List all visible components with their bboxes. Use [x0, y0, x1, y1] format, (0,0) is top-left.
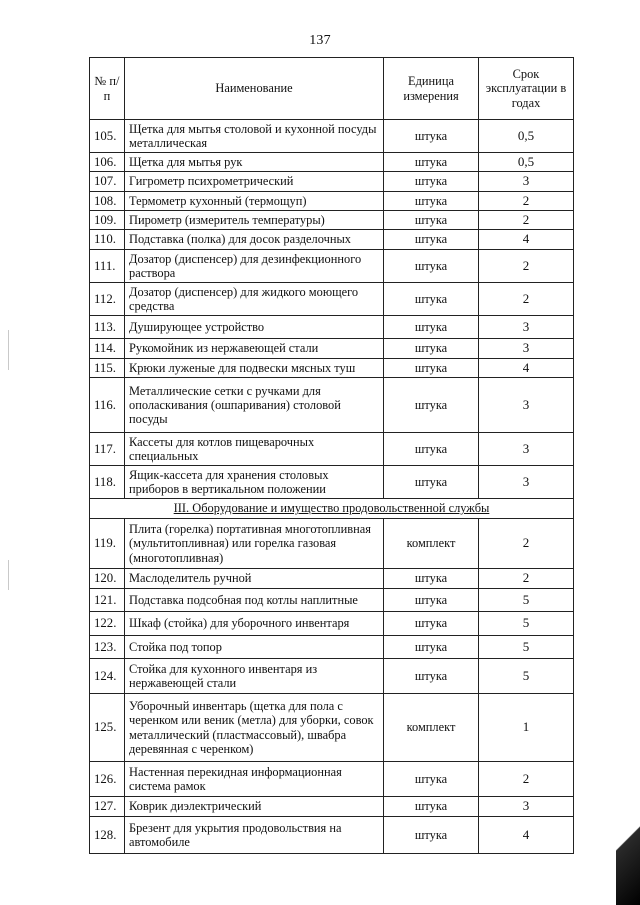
row-term: 5: [479, 612, 574, 636]
row-term: 3: [479, 378, 574, 433]
row-term: 3: [479, 172, 574, 192]
table-row: [90, 378, 574, 433]
row-name: Стойка под топор: [125, 636, 384, 659]
row-num: 123.: [90, 636, 125, 659]
table-header-row: [90, 58, 574, 120]
table-row: [90, 120, 574, 153]
table-row: [90, 589, 574, 612]
table-row: [90, 433, 574, 466]
row-num: 107.: [90, 172, 125, 192]
row-term: 4: [479, 359, 574, 378]
scan-edge-mark: [8, 560, 9, 590]
header-unit: Единица измерения: [384, 58, 479, 120]
row-num: 114.: [90, 339, 125, 359]
row-name: Уборочный инвентарь (щетка для пола с черенком или веник (метла) для уборки, совок металлический (пластмассовый), швабра деревянная с черенком): [125, 694, 384, 762]
row-name: Щетка для мытья столовой и кухонной посуды металлическая: [125, 120, 384, 153]
table-row: [90, 359, 574, 378]
table-row: [90, 694, 574, 762]
row-term: 4: [479, 817, 574, 854]
row-name: Кассеты для котлов пищеварочных специальных: [125, 433, 384, 466]
row-name: Подставка (полка) для досок разделочных: [125, 230, 384, 250]
row-name: Маслоделитель ручной: [125, 569, 384, 589]
row-unit: штука: [384, 359, 479, 378]
row-term: 3: [479, 339, 574, 359]
row-unit: штука: [384, 211, 479, 230]
row-term: 2: [479, 569, 574, 589]
equipment-table: [89, 57, 574, 854]
row-num: 128.: [90, 817, 125, 854]
table-row: [90, 339, 574, 359]
row-name: Подставка подсобная под котлы наплитные: [125, 589, 384, 612]
row-unit: штука: [384, 466, 479, 499]
row-unit: штука: [384, 250, 479, 283]
row-term: 2: [479, 211, 574, 230]
section-title: III. Оборудование и имущество продовольственной службы: [90, 499, 574, 519]
row-num: 125.: [90, 694, 125, 762]
row-num: 118.: [90, 466, 125, 499]
row-name: Термометр кухонный (термощуп): [125, 192, 384, 211]
row-unit: комплект: [384, 519, 479, 569]
row-num: 108.: [90, 192, 125, 211]
page-number: 137: [309, 33, 331, 48]
table-row: [90, 797, 574, 817]
row-name: Плита (горелка) портативная многотопливная (мультитопливная) или горелка газовая (многотопливная): [125, 519, 384, 569]
row-name: Шкаф (стойка) для уборочного инвентаря: [125, 612, 384, 636]
row-unit: штука: [384, 659, 479, 694]
row-name: Настенная перекидная информационная система рамок: [125, 762, 384, 797]
row-name: Брезент для укрытия продовольствия на автомобиле: [125, 817, 384, 854]
row-unit: комплект: [384, 694, 479, 762]
row-num: 115.: [90, 359, 125, 378]
table-row: [90, 230, 574, 250]
row-unit: штука: [384, 316, 479, 339]
row-term: 5: [479, 636, 574, 659]
row-unit: штука: [384, 797, 479, 817]
row-unit: штука: [384, 762, 479, 797]
table-row: [90, 211, 574, 230]
row-unit: штука: [384, 230, 479, 250]
row-term: 2: [479, 283, 574, 316]
header-name: Наименование: [125, 58, 384, 120]
table-row: [90, 817, 574, 854]
row-num: 110.: [90, 230, 125, 250]
table-row: [90, 466, 574, 499]
row-num: 111.: [90, 250, 125, 283]
table-row: [90, 612, 574, 636]
row-term: 0,5: [479, 120, 574, 153]
table-row: [90, 172, 574, 192]
row-num: 122.: [90, 612, 125, 636]
header-term: Срок эксплуатации в годах: [479, 58, 574, 120]
row-name: Дозатор (диспенсер) для дезинфекционного раствора: [125, 250, 384, 283]
row-name: Дозатор (диспенсер) для жидкого моющего средства: [125, 283, 384, 316]
row-name: Коврик диэлектрический: [125, 797, 384, 817]
table-row: [90, 316, 574, 339]
row-unit: штука: [384, 589, 479, 612]
row-term: 0,5: [479, 153, 574, 172]
row-term: 5: [479, 589, 574, 612]
row-term: 3: [479, 433, 574, 466]
row-name: Гигрометр психрометрический: [125, 172, 384, 192]
scan-edge-mark: [8, 330, 9, 370]
row-term: 3: [479, 466, 574, 499]
row-unit: штука: [384, 378, 479, 433]
row-name: Пирометр (измеритель температуры): [125, 211, 384, 230]
row-num: 127.: [90, 797, 125, 817]
table-row: [90, 283, 574, 316]
table-row: [90, 762, 574, 797]
row-name: Душирующее устройство: [125, 316, 384, 339]
section-header-row: [90, 499, 574, 519]
row-num: 116.: [90, 378, 125, 433]
row-term: 4: [479, 230, 574, 250]
row-num: 106.: [90, 153, 125, 172]
row-term: 2: [479, 192, 574, 211]
scan-corner-shadow: [616, 785, 640, 905]
row-num: 109.: [90, 211, 125, 230]
row-name: Металлические сетки с ручками для ополаскивания (ошпаривания) столовой посуды: [125, 378, 384, 433]
table-row: [90, 192, 574, 211]
row-unit: штука: [384, 433, 479, 466]
table-row: [90, 153, 574, 172]
row-name: Рукомойник из нержавеющей стали: [125, 339, 384, 359]
row-term: 3: [479, 316, 574, 339]
row-unit: штука: [384, 612, 479, 636]
row-unit: штука: [384, 172, 479, 192]
row-name: Крюки луженые для подвески мясных туш: [125, 359, 384, 378]
row-num: 119.: [90, 519, 125, 569]
table-row: [90, 569, 574, 589]
table-row: [90, 659, 574, 694]
row-num: 113.: [90, 316, 125, 339]
row-unit: штука: [384, 283, 479, 316]
row-term: 5: [479, 659, 574, 694]
row-term: 2: [479, 762, 574, 797]
row-unit: штука: [384, 192, 479, 211]
row-num: 112.: [90, 283, 125, 316]
header-num: № п/п: [90, 58, 125, 120]
row-unit: штука: [384, 339, 479, 359]
row-unit: штука: [384, 636, 479, 659]
row-term: 2: [479, 519, 574, 569]
row-term: 1: [479, 694, 574, 762]
row-name: Щетка для мытья рук: [125, 153, 384, 172]
row-num: 124.: [90, 659, 125, 694]
row-unit: штука: [384, 569, 479, 589]
row-unit: штука: [384, 153, 479, 172]
table-row: [90, 250, 574, 283]
row-name: Ящик-кассета для хранения столовых приборов в вертикальном положении: [125, 466, 384, 499]
row-unit: штука: [384, 120, 479, 153]
row-term: 3: [479, 797, 574, 817]
row-term: 2: [479, 250, 574, 283]
table-row: [90, 636, 574, 659]
row-unit: штука: [384, 817, 479, 854]
row-num: 117.: [90, 433, 125, 466]
row-num: 121.: [90, 589, 125, 612]
row-num: 120.: [90, 569, 125, 589]
row-num: 105.: [90, 120, 125, 153]
row-name: Стойка для кухонного инвентаря из нержавеющей стали: [125, 659, 384, 694]
table-row: [90, 519, 574, 569]
row-num: 126.: [90, 762, 125, 797]
